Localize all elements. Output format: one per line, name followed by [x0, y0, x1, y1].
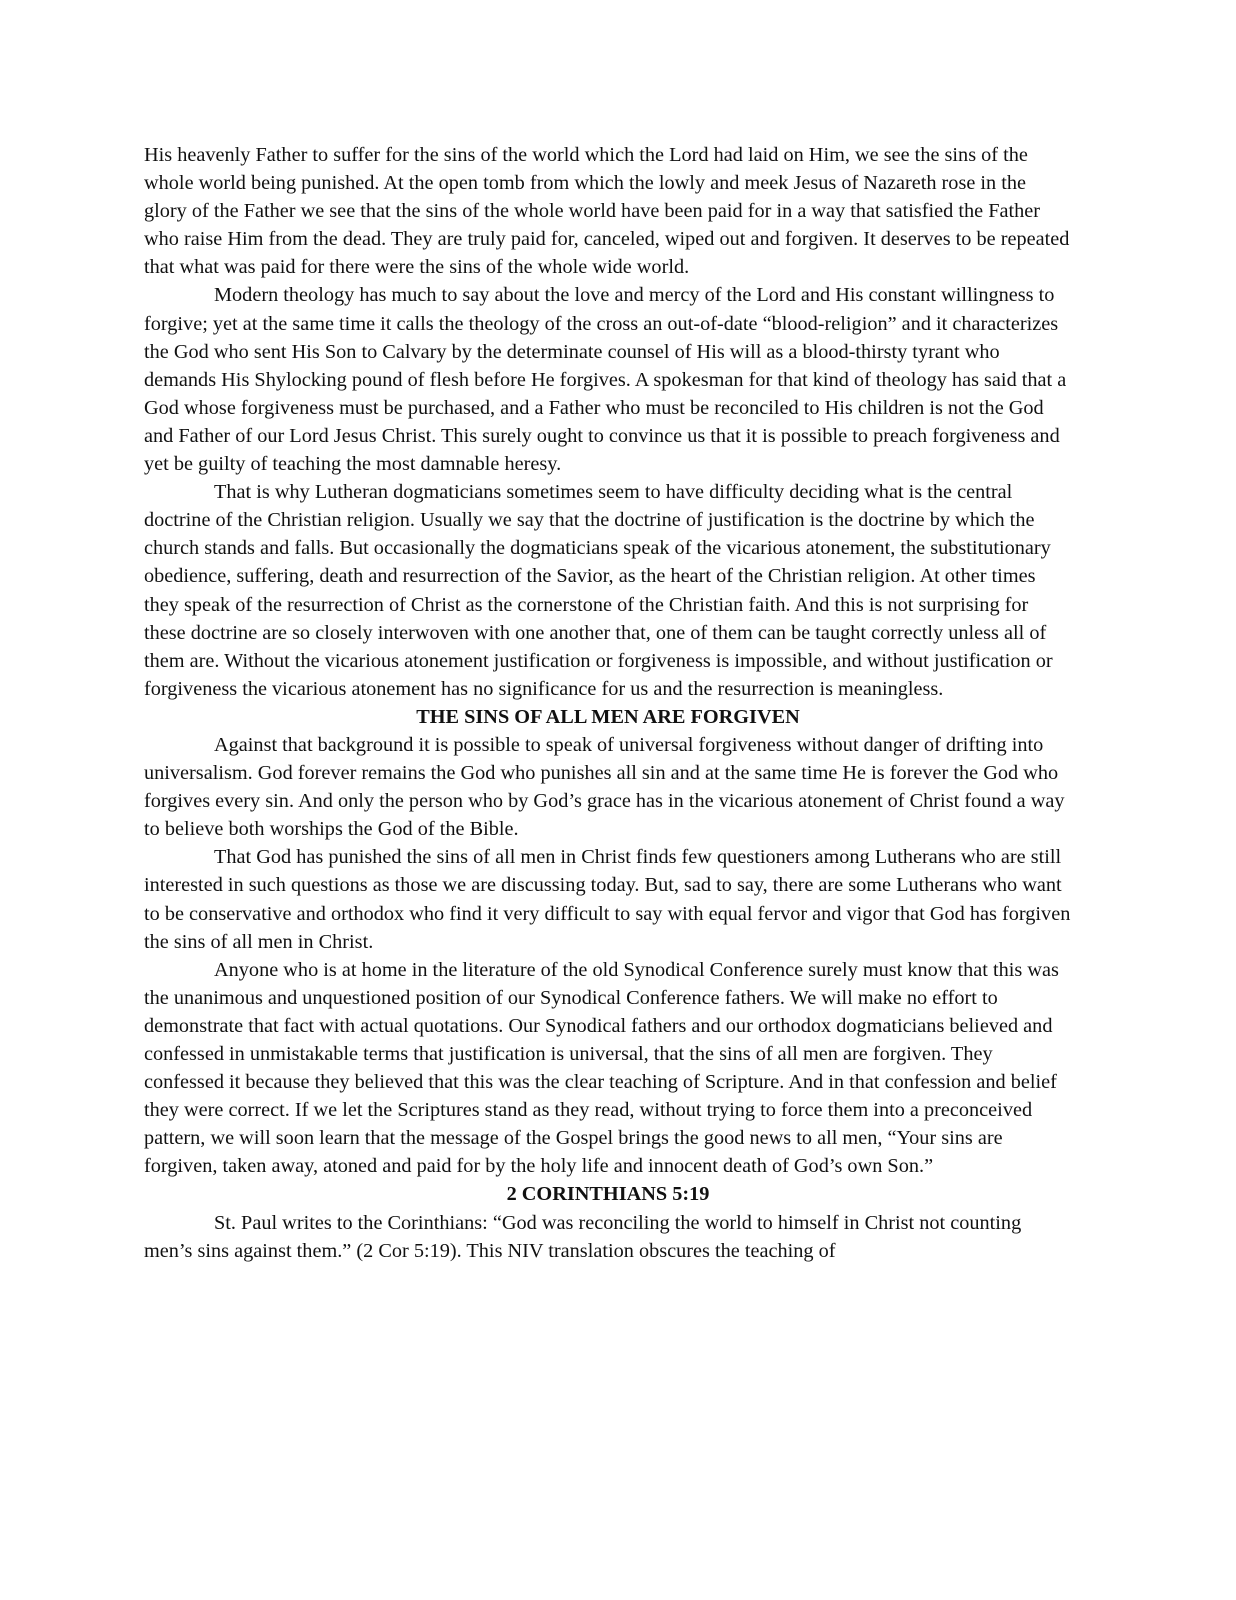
paragraph-universal-forgiveness: Against that background it is possible to speak of universal forgiveness without danger of drifting into universalism. God forever remains the God who punishes all sin and at the same time He is forever the God who forgives every sin. And only the person who by God’s grace has in the vicarious atonement of Christ found a way to believe both worships the God of the Bible.: [144, 733, 1065, 841]
paragraph-modern-theology: Modern theology has much to say about the love and mercy of the Lord and His constant willingness to forgive; yet at the same time it calls the theology of the cross an out-of-date “blood-religion” and it characterizes the God who sent His Son to Calvary by the determinate counsel of His will as a blood-thirsty tyrant who demands His Shylocking pound of flesh before He forgives. A spokesman for that kind of theology has said that a God whose forgiveness must be purchased, and a Father who must be reconciled to His children is not the God and Father of our Lord Jesus Christ. This surely ought to convince us that it is possible to preach forgiveness and yet be guilty of teaching the most damnable heresy.: [144, 284, 1067, 476]
paragraph-punished-in-christ: That God has punished the sins of all men in Christ finds few questioners among Lutherans who are still interested in such questions as those we are discussing today. But, sad to say, there are some Lutherans who want to be conservative and orthodox who find it very difficult to say with equal fervor and vigor that God has forgiven the sins of all men in Christ.: [144, 846, 1071, 953]
section-heading-sins-forgiven: THE SINS OF ALL MEN ARE FORGIVEN: [416, 705, 800, 728]
paragraph-synodical-conference: Anyone who is at home in the literature of the old Synodical Conference surely must know that this was the unanimous and unquestioned position of our Synodical Conference fathers. We will make no effort to demonstrate that fact with actual quotations. Our Synodical fathers and our orthodox dogmaticians believed and confessed in unmistakable terms that justification is universal, that the sins of all men are forgiven. They confessed it because they believed that this was the clear teaching of Scripture. And in that confession and belief they were correct. If we let the Scriptures stand as they read, without trying to force them into a preconceived pattern, we will soon learn that the message of the Gospel brings the good news to all men, “Your sins are forgiven, taken away, atoned and paid for by the holy life and innocent death of God’s own Son.”: [144, 958, 1059, 1178]
paragraph-st-paul: St. Paul writes to the Corinthians: “God was reconciling the world to himself in Christ not counting men’s sins against them.” (2 Cor 5:19). This NIV translation obscures the teaching of: [144, 1211, 1022, 1262]
paragraph-lutheran-dogmaticians: That is why Lutheran dogmaticians sometimes seem to have difficulty deciding what is the central doctrine of the Christian religion. Usually we say that the doctrine of justification is the doctrine by which the church stands and falls. But occasionally the dogmaticians speak of the vicarious atonement, the substitutionary obedience, suffering, death and resurrection of the Savior, as the heart of the Christian religion. At other times they speak of the resurrection of Christ as the cornerstone of the Christian faith. And this is not surprising for these doctrine are so closely interwoven with one another that, one of them can be taught correctly unless all of them are. Without the vicarious atonement justification or forgiveness is impossible, and without justification or forgiveness the vicarious atonement has no significance for us and the resurrection is meaningless.: [144, 481, 1053, 700]
paragraph-sins-punished: His heavenly Father to suffer for the sins of the world which the Lord had laid on Him, we see the sins of the whole world being punished. At the open tomb from which the lowly and meek Jesus of Nazareth rose in the glory of the Father we see that the sins of the whole world have been paid for in a way that satisfied the Father who raise Him from the dead. They are truly paid for, canceled, wiped out and forgiven. It deserves to be repeated that what was paid for there were the sins of the whole wide world.: [144, 144, 1070, 279]
section-heading-2-corinthians: 2 CORINTHIANS 5:19: [506, 1183, 710, 1206]
document-page: [144, 141, 1072, 1265]
